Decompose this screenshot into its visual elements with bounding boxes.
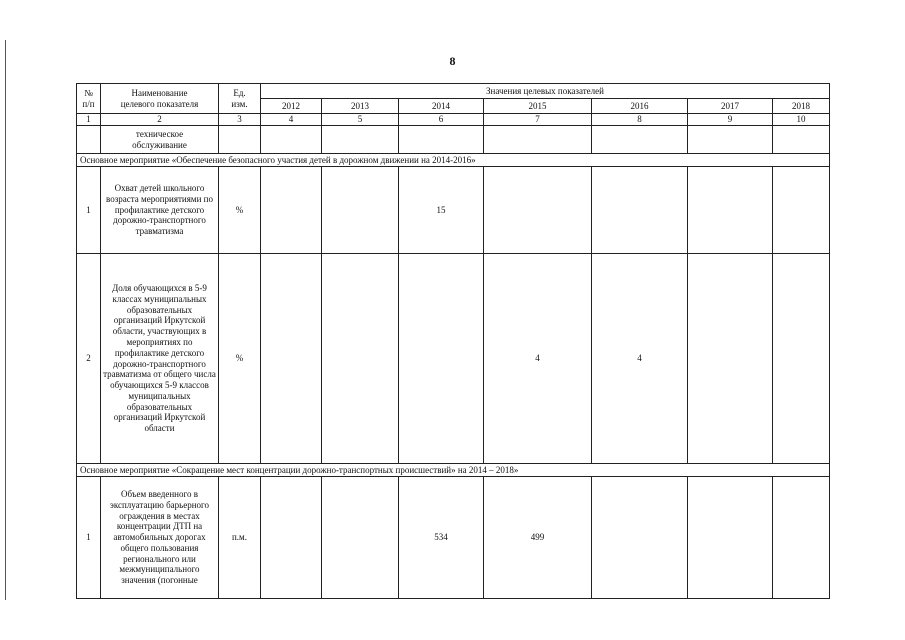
year-2016: 2016 xyxy=(592,99,688,114)
unit-cell: п.м. xyxy=(219,477,261,599)
table-row xyxy=(77,477,830,599)
year-2015: 2015 xyxy=(484,99,592,114)
unit-cell: % xyxy=(219,167,261,254)
col-number: 7 xyxy=(484,114,592,126)
year-2012: 2012 xyxy=(261,99,322,114)
col-number: 10 xyxy=(773,114,830,126)
column-numbers-row xyxy=(77,114,830,126)
value-cell xyxy=(773,254,830,464)
section-title: Основное мероприятие «Обеспечение безопасного участия детей в дорожном движении на 2014-2016» xyxy=(77,154,830,167)
table-row xyxy=(77,167,830,254)
col-number: 2 xyxy=(101,114,219,126)
value-cell xyxy=(592,477,688,599)
value-cell xyxy=(261,477,322,599)
col-number: 3 xyxy=(219,114,261,126)
table-row-continued xyxy=(77,126,830,154)
page-number: 8 xyxy=(449,54,456,68)
value-cell xyxy=(688,477,773,599)
row-num: 1 xyxy=(77,477,101,599)
value-cell xyxy=(261,254,322,464)
section-row xyxy=(77,154,830,167)
col-number: 9 xyxy=(688,114,773,126)
unit-cell: % xyxy=(219,254,261,464)
scan-edge-line xyxy=(5,40,6,600)
header-name: Наименование целевого показателя xyxy=(101,84,219,114)
col-number: 6 xyxy=(399,114,484,126)
col-number: 4 xyxy=(261,114,322,126)
header-unit: Ед. изм. xyxy=(219,84,261,114)
year-2017: 2017 xyxy=(688,99,773,114)
value-cell xyxy=(261,167,322,254)
value-cell xyxy=(399,254,484,464)
row-num: 1 xyxy=(77,167,101,254)
indicator-name: Объем введенного в эксплуатацию барьерного ограждения в местах концентрации ДТП на автомобильных дорогах общего пользования регионального или межмуниципального значения (погонные xyxy=(101,477,219,599)
value-cell: 4 xyxy=(592,254,688,464)
year-2014: 2014 xyxy=(399,99,484,114)
value-cell xyxy=(773,167,830,254)
col-number: 1 xyxy=(77,114,101,126)
col-number: 5 xyxy=(322,114,399,126)
indicator-name: Доля обучающихся в 5-9 классах муниципальных образовательных организаций Иркутской области, участвующих в мероприятиях по профилактике детского дорожно-транспортного травматизма от общего числа обучающихся 5-9 классов муниципальных образовательных организаций Иркутской области xyxy=(101,254,219,464)
value-cell: 499 xyxy=(484,477,592,599)
section-row xyxy=(77,464,830,477)
header-num: № п/п xyxy=(77,84,101,114)
value-cell xyxy=(592,167,688,254)
section-title: Основное мероприятие «Сокращение мест концентрации дорожно-транспортных происшествий» на 2014 – 2018» xyxy=(77,464,830,477)
year-2013: 2013 xyxy=(322,99,399,114)
value-cell xyxy=(688,254,773,464)
value-cell xyxy=(688,167,773,254)
header-row xyxy=(77,84,830,99)
indicator-name: техническое обслуживание xyxy=(101,126,219,154)
target-indicators-table xyxy=(76,83,830,599)
value-cell xyxy=(484,167,592,254)
row-num: 2 xyxy=(77,254,101,464)
value-cell: 534 xyxy=(399,477,484,599)
value-cell xyxy=(773,477,830,599)
table-row xyxy=(77,254,830,464)
value-cell xyxy=(322,477,399,599)
value-cell xyxy=(322,254,399,464)
indicator-name: Охват детей школьного возраста мероприятиями по профилактике детского дорожно-транспортного травматизма xyxy=(101,167,219,254)
value-cell: 15 xyxy=(399,167,484,254)
value-cell: 4 xyxy=(484,254,592,464)
col-number: 8 xyxy=(592,114,688,126)
year-2018: 2018 xyxy=(773,99,830,114)
value-cell xyxy=(322,167,399,254)
header-values-title: Значения целевых показателей xyxy=(261,84,830,99)
